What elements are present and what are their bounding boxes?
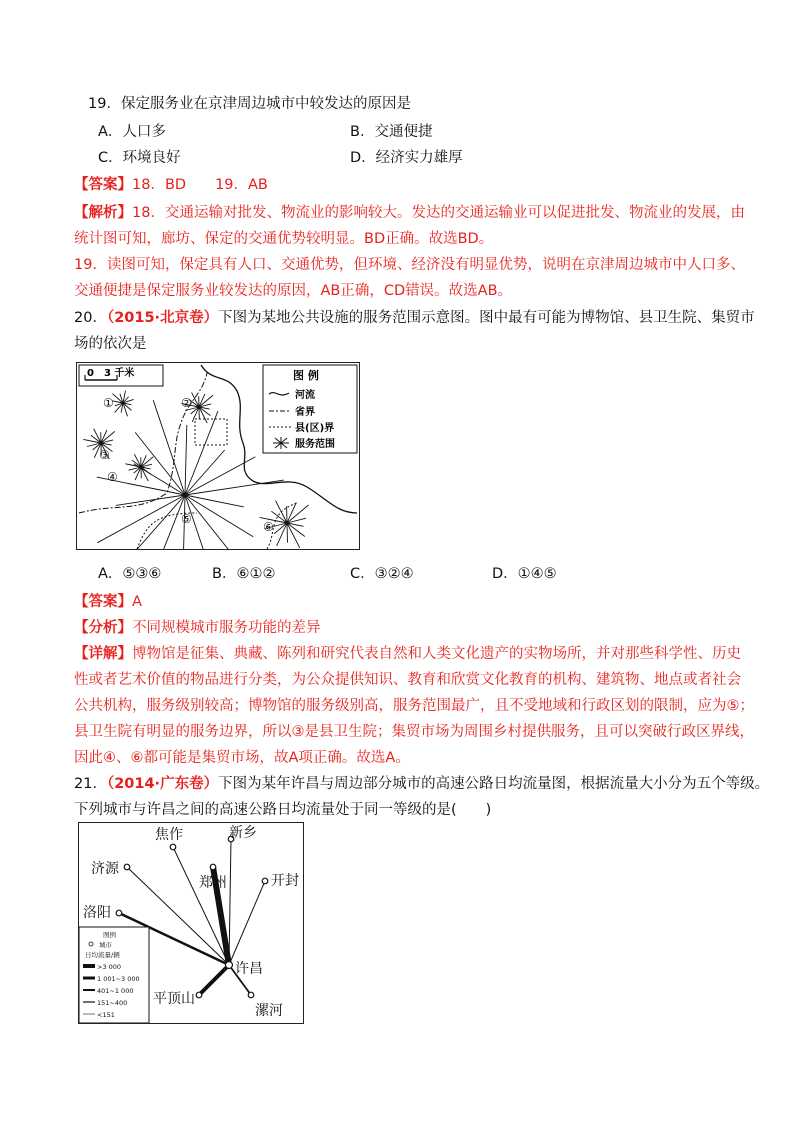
question-20-stem xyxy=(74,308,755,328)
city-jiaozuo: 焦作 xyxy=(155,827,183,843)
answer-tag: 【答案】 xyxy=(74,594,132,610)
analysis-tag: 【分析】 xyxy=(74,620,132,636)
explanation-line-4: 交通便捷是保定服务业较发达的原因，AB正确，CD错误。故选AB。 xyxy=(74,283,513,299)
city-xuchang: 许昌 xyxy=(235,961,263,977)
question-21-stem-2: 下列城市与许昌之间的高速公路日均流量处于同一等级的是( ) xyxy=(74,802,492,818)
detail-line-4: 县卫生院有明显的服务边界，所以③是县卫生院；集贸市场为周围乡村提供服务，且可以突破行政区界线， xyxy=(74,724,754,740)
county-boundary xyxy=(195,419,227,445)
analysis-line xyxy=(74,618,321,638)
explanation-tag: 【解析】 xyxy=(74,205,132,221)
detail-tag: 【详解】 xyxy=(74,646,132,662)
service-range-star-4 xyxy=(125,454,153,481)
flow-legend-title: 图例 xyxy=(103,931,116,939)
q20-option-a: A．⑤③⑥ xyxy=(98,566,162,582)
question-text: 下图为某地公共设施的服务范围示意图。图中最有可能为博物馆、县卫生院、集贸市 xyxy=(218,310,755,326)
flow-level-1: >3 000 xyxy=(97,963,122,971)
detail-line-3: 公共机构，服务级别较高；博物馆的服务级别高，服务范围最广，且不受地域和行政区划的限制，应为⑤； xyxy=(74,698,754,714)
explanation-line-2: 统计图可知，廊坊、保定的交通优势较明显。BD正确。故选BD。 xyxy=(74,231,494,247)
source-tag: （2014·广东卷） xyxy=(106,776,219,792)
marker-4: ④ xyxy=(107,470,118,484)
q19-option-c: C．环境良好 xyxy=(98,150,181,166)
legend-star-icon xyxy=(273,437,289,449)
marker-6: ⑥ xyxy=(263,520,274,534)
marker-2: ② xyxy=(181,396,192,410)
question-text: 下图为某年许昌与周边部分城市的高速公路日均流量图，根据流量大小分为五个等级。 xyxy=(218,776,770,792)
explanation-line-3: 19．读图可知，保定具有人口、交通优势，但环境、经济没有明显优势，说明在京津周边城市中人口多、 xyxy=(74,257,745,273)
q20-option-b: B．⑥①② xyxy=(212,566,276,582)
scale-label: 0 3 千米 xyxy=(87,368,135,379)
legend-river: 河流 xyxy=(295,390,315,401)
q19-option-b: B．交通便捷 xyxy=(350,124,433,140)
q20-option-c: C．③②④ xyxy=(350,566,414,582)
analysis-text: 不同规模城市服务功能的差异 xyxy=(132,620,321,636)
detail-line-5: 因此④、⑥都可能是集贸市场，故A项正确。故选A。 xyxy=(74,750,410,766)
highway-flow-map-svg xyxy=(79,823,303,1023)
legend-service: 服务范围 xyxy=(295,439,335,450)
flow-level-4: 151~400 xyxy=(97,999,128,1007)
marker-5: ⑤ xyxy=(181,512,192,526)
city-luoyang: 洛阳 xyxy=(83,905,111,921)
city-jiyuan: 济源 xyxy=(91,861,119,877)
service-range-star-5 xyxy=(97,400,284,549)
detail-text: 博物馆是征集、典藏、陈列和研究代表自然和人类文化遗产的实物场所，并对那些科学性、历史 xyxy=(132,646,741,662)
answer-text: 18．BD 19．AB xyxy=(132,177,268,193)
flow-legend-city: 城市 xyxy=(99,941,112,949)
road-xinxiang xyxy=(229,839,231,965)
question-number: 20． xyxy=(74,310,107,326)
road-kaifeng xyxy=(229,881,265,965)
legend-county: 县(区)界 xyxy=(295,423,335,434)
city-pingdingshan: 平顶山 xyxy=(153,991,195,1007)
flow-level-3: 401~1 000 xyxy=(97,987,134,995)
q19-option-a: A．人口多 xyxy=(98,124,166,140)
answer-block-1 xyxy=(74,175,268,195)
road-pingdingshan xyxy=(199,965,229,995)
highway-flow-map xyxy=(78,822,304,1024)
source-tag: （2015·北京卷） xyxy=(106,310,219,326)
question-19-stem: 19．保定服务业在京津周边城市中较发达的原因是 xyxy=(88,96,411,112)
service-range-star-1 xyxy=(112,391,134,417)
legend-title: 图 例 xyxy=(293,369,319,382)
answer-text: A xyxy=(132,594,142,610)
explanation-text: 18．交通运输对批发、物流业的影响较大。发达的交通运输业可以促进批发、物流业的发展，由 xyxy=(132,205,745,221)
flow-legend-unit: 日均流量/辆 xyxy=(85,951,120,959)
answer-block-2 xyxy=(74,592,142,612)
question-number: 21． xyxy=(74,776,107,792)
detail-line-1 xyxy=(74,644,741,664)
detail-line-2: 性或者艺术价值的物品进行分类，为公众提供知识、教育和欣赏文化教育的机构、建筑物、地点或者社会 xyxy=(74,672,741,688)
legend-province: 省界 xyxy=(295,407,315,418)
city-kaifeng: 开封 xyxy=(271,873,299,889)
city-zhengzhou: 郑州 xyxy=(199,875,227,891)
marker-3: ③ xyxy=(99,448,110,462)
city-xinxiang: 新乡 xyxy=(229,825,257,841)
q19-option-d: D．经济实力雄厚 xyxy=(350,150,463,166)
flow-level-5: <151 xyxy=(97,1011,115,1019)
service-range-map-svg xyxy=(77,363,359,549)
question-20-stem-2: 场的依次是 xyxy=(74,336,147,352)
explanation-line-1 xyxy=(74,203,745,223)
question-21-stem xyxy=(74,774,769,794)
service-range-map xyxy=(76,362,360,550)
marker-1: ① xyxy=(103,396,114,410)
q20-option-d: D．①④⑤ xyxy=(492,566,557,582)
flow-level-2: 1 001~3 000 xyxy=(97,975,140,983)
city-luohe: 漯河 xyxy=(255,1003,283,1019)
answer-tag: 【答案】 xyxy=(74,177,132,193)
